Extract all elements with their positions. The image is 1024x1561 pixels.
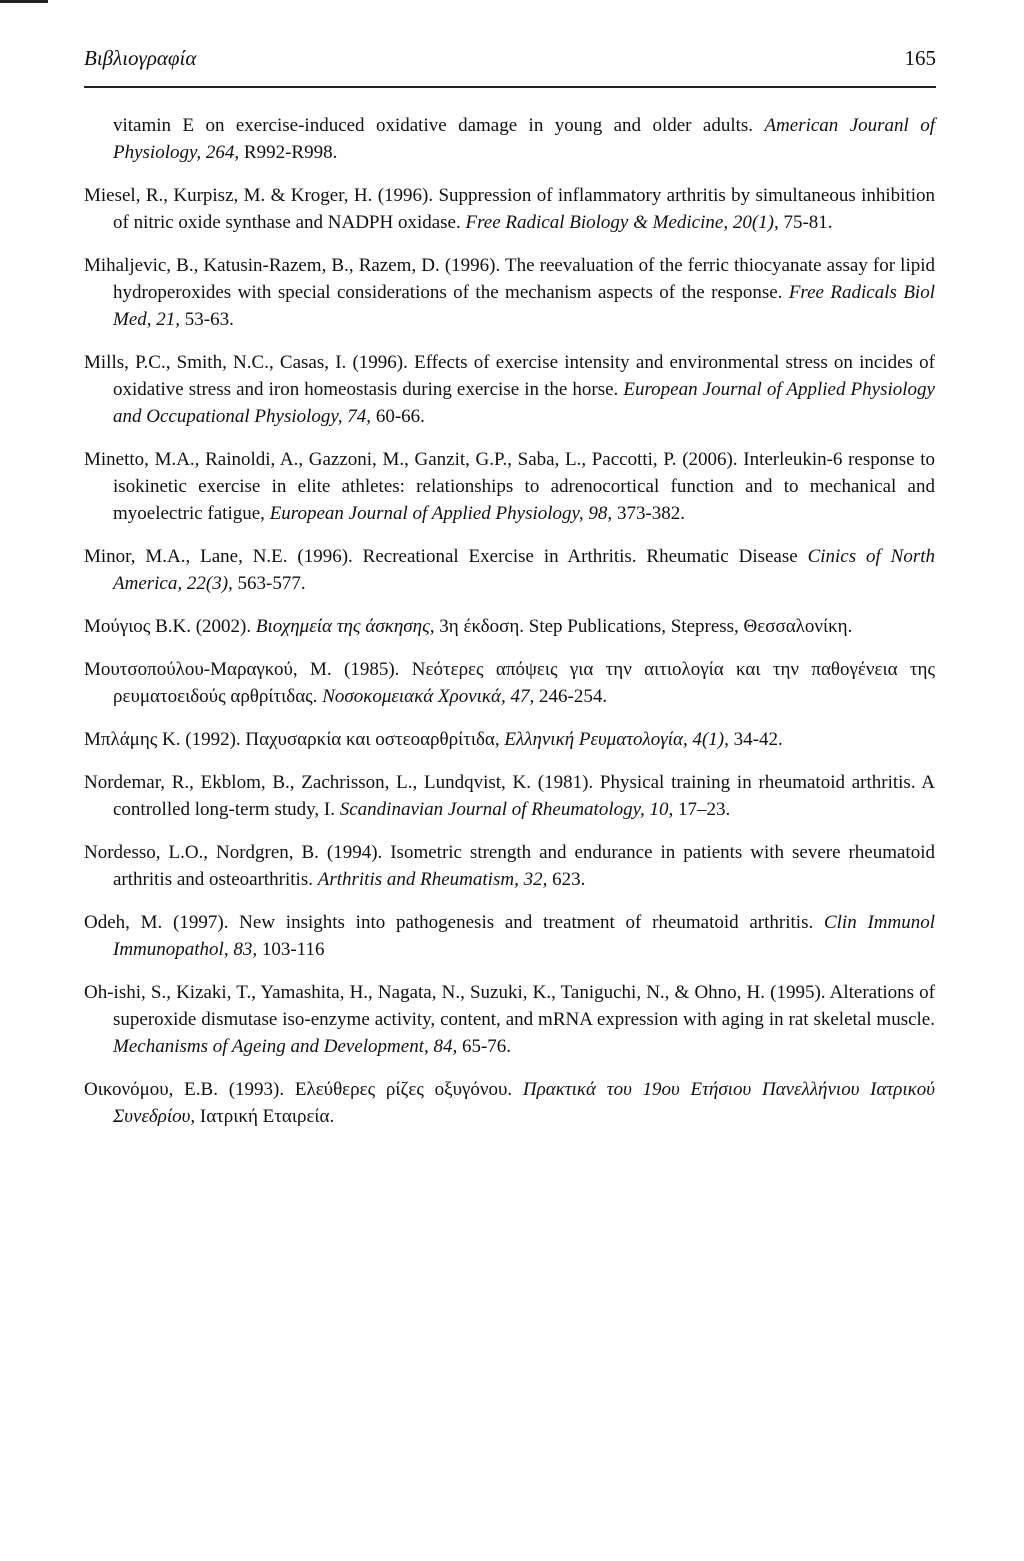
reference-source: Νοσοκομειακά Χρονικά, 47,: [322, 686, 535, 707]
reference-text: 563-577.: [232, 573, 306, 594]
reference-entry: [84, 1076, 935, 1130]
reference-text: Minetto, M.A., Rainoldi, A., Gazzoni, M., Ganzit, G.P., Saba, L., Paccotti, P. (2006). Interleukin-6 response to isokinetic exercise in elite athletes: relationships to adrenocortical function and to mechanical and myoelectric fatigue,: [84, 449, 935, 524]
reference-text: Μπλάμης Κ. (1992). Παχυσαρκία και οστεοαρθρίτιδα,: [84, 729, 505, 750]
reference-source: European Journal of Applied Physiology, 98,: [269, 503, 613, 524]
reference-entry: [84, 769, 935, 823]
reference-text: 60-66.: [371, 406, 425, 427]
reference-text: 246-254.: [534, 686, 608, 707]
reference-text: 34-42.: [728, 729, 783, 750]
reference-text: R992-R998.: [239, 142, 338, 163]
reference-source: Ελληνική Ρευματολογία, 4(1),: [504, 729, 729, 750]
reference-entry: [84, 252, 935, 333]
reference-source: American Jouranl of Physiology, 264,: [113, 115, 935, 163]
scan-edge-mark: [0, 0, 48, 3]
reference-entry: [84, 979, 935, 1060]
page-number: 165: [904, 46, 936, 70]
reference-source: Clin Immunol Immunopathol, 83,: [113, 912, 935, 960]
reference-text: Miesel, R., Kurpisz, M. & Kroger, H. (1996). Suppression of inflammatory arthritis by simultaneous inhibition of nitric oxide synthase and NADPH oxidase.: [84, 185, 935, 233]
reference-entry: [84, 656, 935, 710]
reference-source: European Journal of Applied Physiology and Occupational Physiology, 74,: [113, 379, 935, 427]
reference-entry: [84, 543, 935, 597]
reference-text: Mihaljevic, B., Katusin-Razem, B., Razem, D. (1996). The reevaluation of the ferric thiocyanate assay for lipid hydroperoxides with special considerations of the mechanism aspects of the response.: [84, 255, 935, 303]
reference-entry: [84, 182, 935, 236]
reference-entry: [84, 446, 935, 527]
reference-source: Mechanisms of Ageing and Development, 84,: [113, 1036, 458, 1057]
reference-text: Οικονόμου, Ε.Β. (1993). Ελεύθερες ρίζες οξυγόνου.: [84, 1079, 523, 1100]
reference-source: Πρακτικά του 19ου Ετήσιου Πανελλήνιου Ιατρικού Συνεδρίου,: [113, 1079, 936, 1127]
reference-text: Nordesso, L.O., Nordgren, B. (1994). Isometric strength and endurance in patients with severe rheumatoid arthritis and osteoarthritis.: [84, 842, 935, 890]
reference-text: 3η έκδοση. Step Publications, Stepress, Θεσσαλονίκη.: [434, 616, 853, 637]
reference-text: 17–23.: [673, 799, 731, 820]
reference-text: 53-63.: [180, 309, 234, 330]
reference-entry: [84, 349, 935, 430]
reference-source: Βιοχημεία της άσκησης,: [255, 616, 435, 637]
reference-text: Odeh, M. (1997). New insights into pathogenesis and treatment of rheumatoid arthritis.: [84, 912, 824, 933]
reference-text: 75-81.: [778, 212, 833, 233]
reference-text: 103-116: [257, 939, 325, 960]
running-title: Βιβλιογραφία: [84, 46, 197, 70]
reference-text: Μούγιος Β.Κ. (2002).: [84, 616, 256, 637]
reference-text: Oh-ishi, S., Kizaki, T., Yamashita, H., Nagata, N., Suzuki, K., Taniguchi, N., & Ohno, H. (1995). Alterations of superoxide dismutase iso-enzyme activity, content, and mRNA expression with aging in rat skeletal muscle.: [84, 982, 935, 1030]
reference-list: [84, 112, 935, 1146]
reference-text: 623.: [547, 869, 586, 890]
reference-source: Arthritis and Rheumatism, 32,: [317, 869, 548, 890]
reference-text: Nordemar, R., Ekblom, B., Zachrisson, L., Lundqvist, K. (1981). Physical training in rheumatoid arthritis. A controlled long-term study, I.: [84, 772, 935, 820]
reference-source: Scandinavian Journal of Rheumatology, 10,: [339, 799, 674, 820]
header-rule: [84, 86, 936, 88]
page-header: [84, 46, 936, 78]
reference-entry: [84, 726, 935, 753]
reference-entry: [84, 613, 935, 640]
reference-text: 373-382.: [612, 503, 686, 524]
reference-text: Minor, M.A., Lane, N.E. (1996). Recreational Exercise in Arthritis. Rheumatic Disease: [84, 546, 808, 567]
reference-source: Free Radicals Biol Med, 21,: [113, 282, 935, 330]
reference-text: vitamin E on exercise-induced oxidative damage in young and older adults.: [113, 115, 765, 136]
reference-text: Mills, P.C., Smith, N.C., Casas, I. (1996). Effects of exercise intensity and environmental stress on incides of oxidative stress and iron homeostasis during exercise in the horse.: [84, 352, 935, 400]
reference-source: Free Radical Biology & Medicine, 20(1),: [465, 212, 779, 233]
reference-entry: [84, 909, 935, 963]
reference-source: Cinics of North America, 22(3),: [113, 546, 935, 594]
reference-entry: [84, 112, 935, 166]
reference-text: Ιατρική Εταιρεία.: [195, 1106, 335, 1127]
reference-text: Μουτσοπούλου-Μαραγκού, Μ. (1985). Νεότερες απόψεις για την αιτιολογία και την παθογένεια της ρευματοειδούς αρθρίτιδας.: [84, 659, 935, 707]
reference-text: 65-76.: [457, 1036, 512, 1057]
reference-entry: [84, 839, 935, 893]
